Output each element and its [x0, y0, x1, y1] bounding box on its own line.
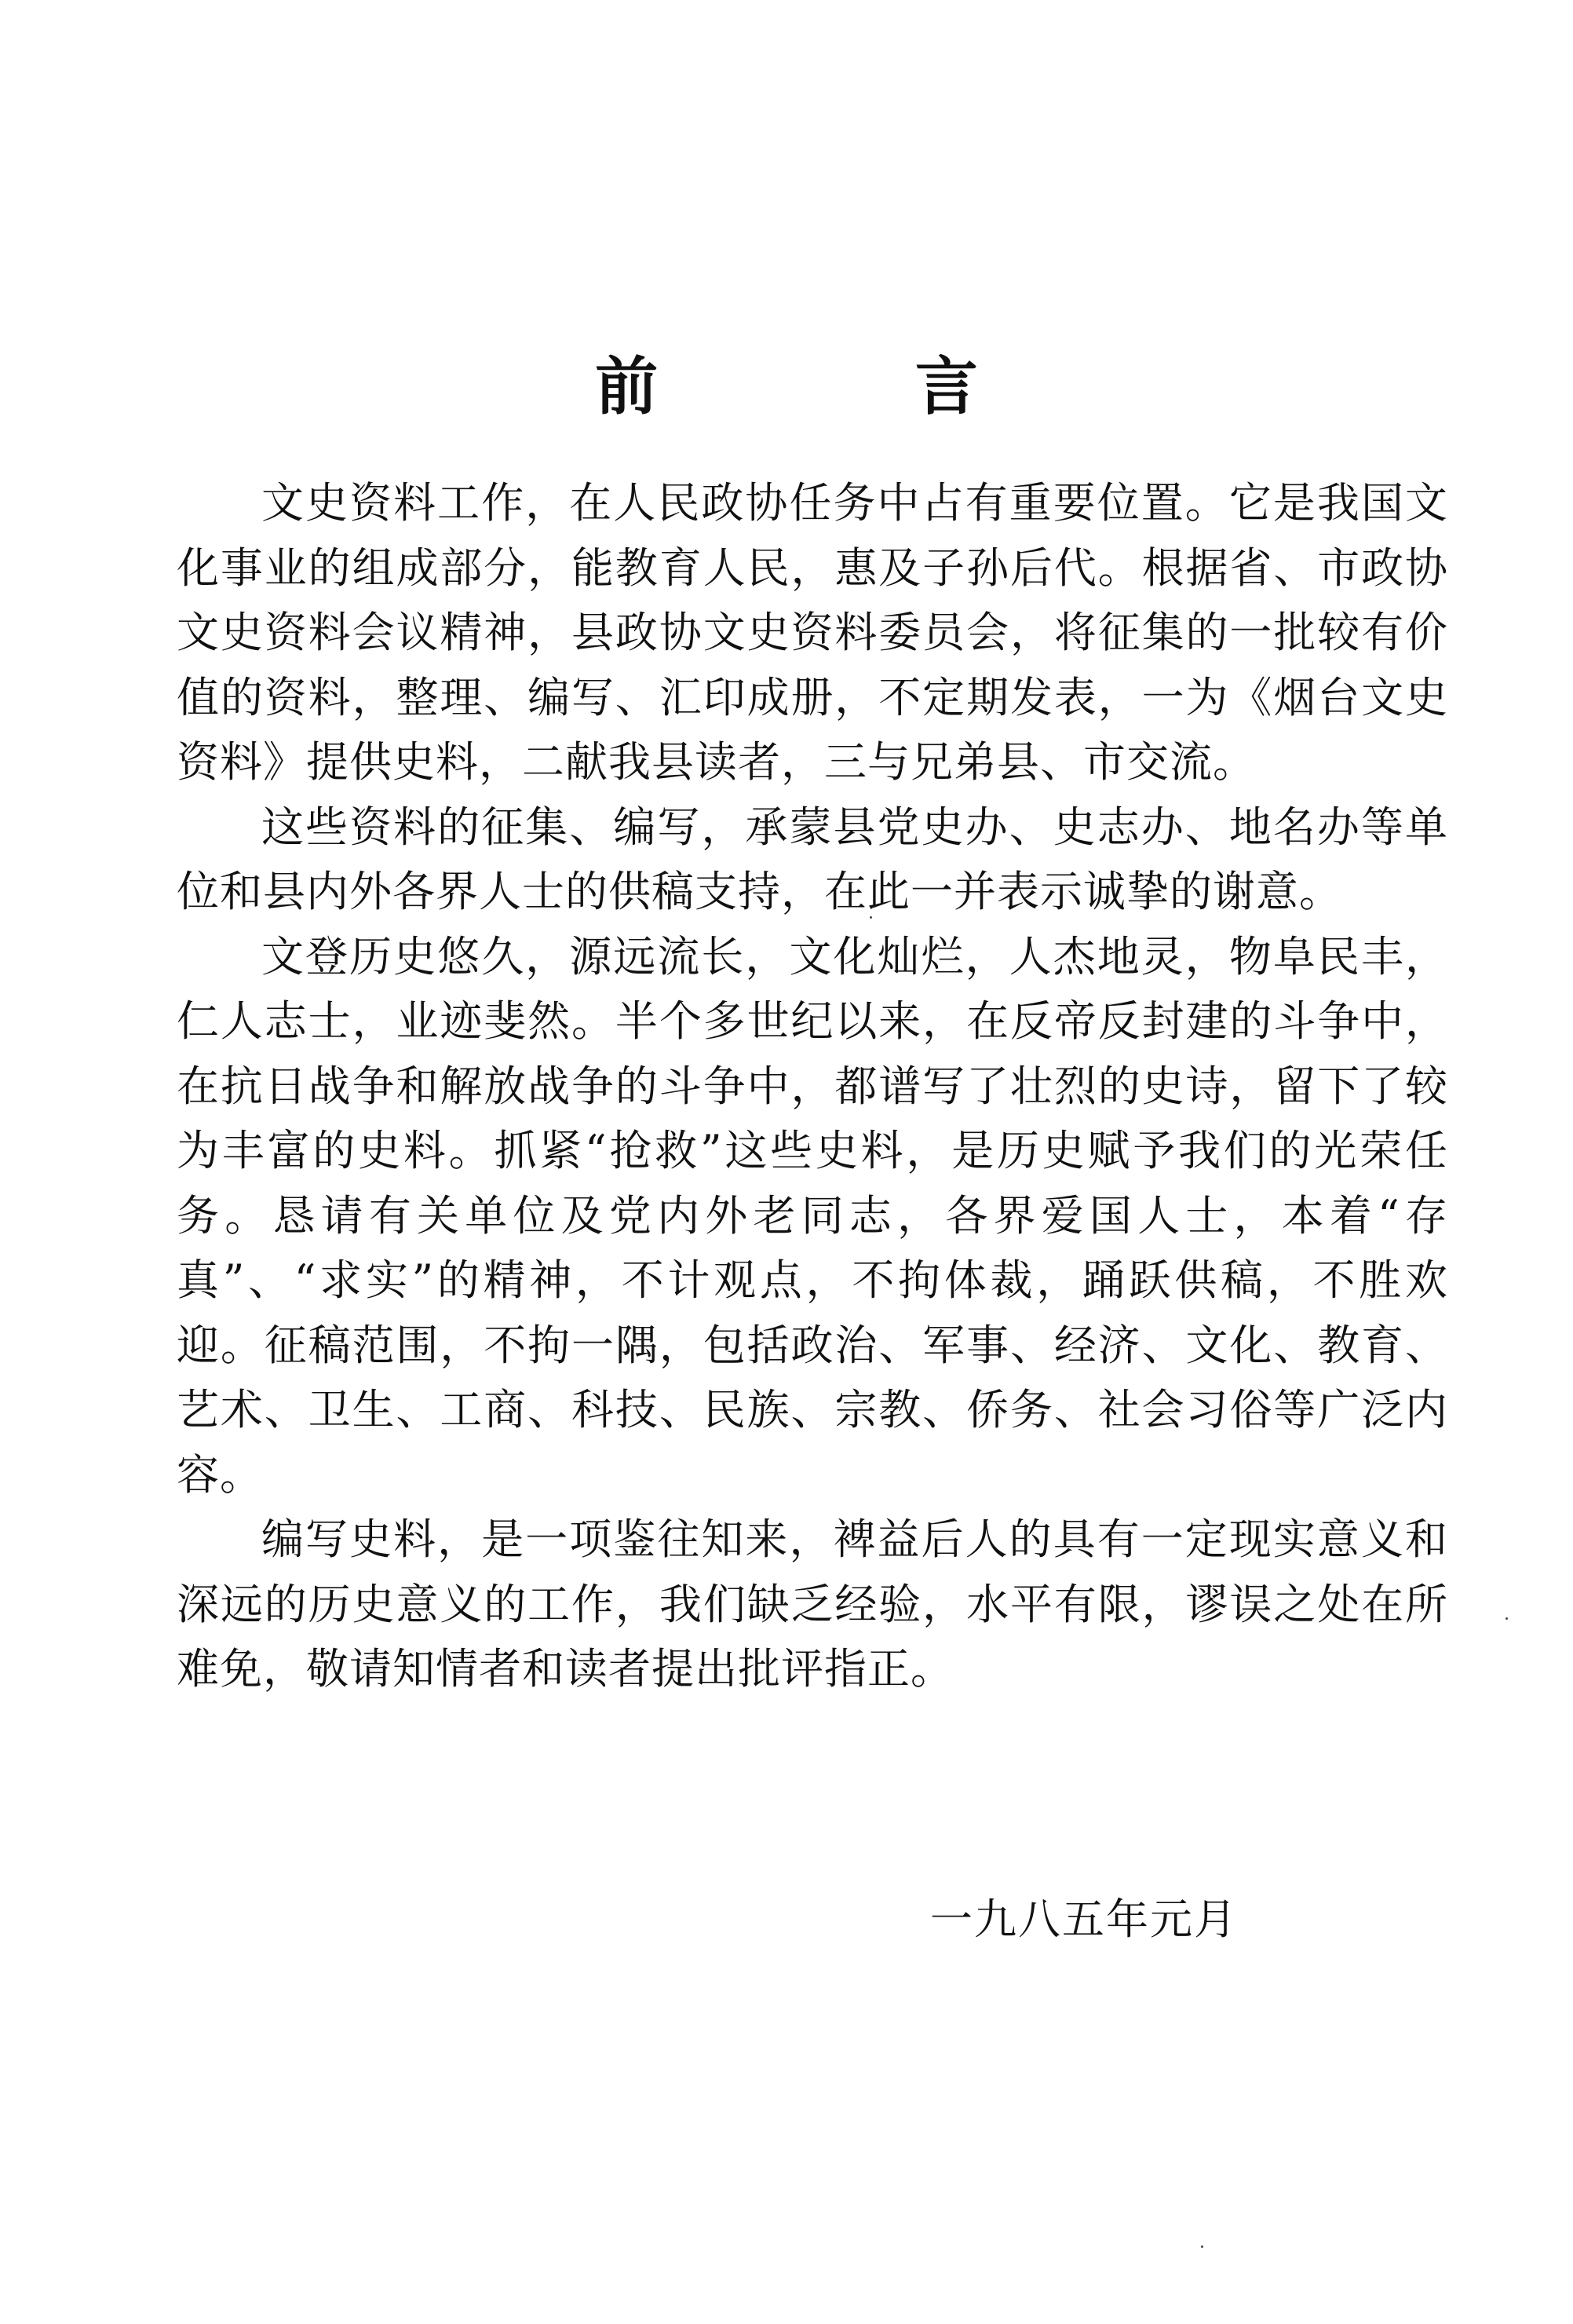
page-title: 前 言 — [595, 349, 1096, 423]
scan-speck — [870, 916, 872, 919]
scan-speck — [1505, 1617, 1508, 1620]
date-line: 一九八五年元月 — [930, 1895, 1238, 1944]
paragraph-2: 这些资料的征集、编写，承蒙县党史办、史志办、地名办等单位和县内外各界人士的供稿支持，在此一并表示诚挚的谢意。 — [177, 802, 1448, 916]
paragraph-1: 文史资料工作，在人民政协任务中占有重要位置。它是我国文化事业的组成部分，能教育人民，惠及子孙后代。根据省、市政协文史资料会议精神，县政协文史资料委员会，将征集的一批较有价值的资料，整理、编写、汇印成册，不定期发表，一为《烟台文史资料》提供史料，二献我县读者，三与兄弟县、市交流。 — [177, 478, 1448, 787]
paragraph-3: 文登历史悠久，源远流长，文化灿烂，人杰地灵，物阜民丰，仁人志士，业迹斐然。半个多世纪以来，在反帝反封建的斗争中，在抗日战争和解放战争的斗争中，都谱写了壮烈的史诗，留下了较为丰富的史料。抓紧“抢救”这些史料，是历史赋予我们的光荣任务。恳请有关单位及党内外老同志，各界爱国人士，本着“存真”、“求实”的精神，不计观点，不拘体裁，踊跃供稿，不胜欢迎。征稿范围，不拘一隅，包括政治、军事、经济、文化、教育、艺术、卫生、工商、科技、民族、宗教、侨务、社会习俗等广泛内容。 — [177, 931, 1448, 1500]
paragraph-4: 编写史料，是一项鉴往知来，裨益后人的具有一定现实意义和深远的历史意义的工作，我们缺乏经验，水平有限，谬误之处在所难免，敬请知情者和读者提出批评指正。 — [177, 1515, 1448, 1694]
preface-body — [177, 471, 1448, 1702]
scan-speck — [1201, 2245, 1203, 2248]
